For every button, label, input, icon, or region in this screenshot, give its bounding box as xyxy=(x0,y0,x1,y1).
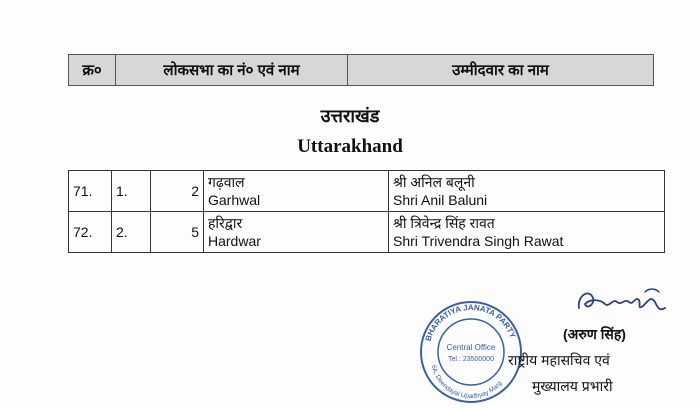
signatory-name: (अरुण सिंह) xyxy=(563,326,626,342)
row-serial: 72. xyxy=(69,212,112,253)
header-candidate: उम्मीदवार का नाम xyxy=(452,62,549,79)
seal-line2: Tel.: 23500000 xyxy=(448,356,494,363)
candidate-english: Shri Trivendra Singh Rawat xyxy=(393,233,564,249)
constituency-english: Hardwar xyxy=(208,233,261,249)
row-pc-number: 2 xyxy=(151,171,204,212)
candidate-table xyxy=(68,170,665,253)
row-candidate xyxy=(389,171,665,212)
table-header xyxy=(68,54,654,86)
constituency-hindi: गढ़वाल xyxy=(208,174,245,190)
seal-line1: Central Office xyxy=(446,343,496,352)
state-title-english: Uttarakhand xyxy=(297,136,403,157)
seal-outer-text: BHARATIYA JANATA PARTY xyxy=(423,302,518,343)
handwritten-signature xyxy=(575,282,670,322)
table-row xyxy=(69,171,665,212)
row-serial: 71. xyxy=(69,171,112,212)
candidate-hindi: श्री अनिल बलूनी xyxy=(393,174,475,190)
row-seq: 1. xyxy=(112,171,151,212)
row-candidate xyxy=(389,212,665,253)
table-row xyxy=(69,212,665,253)
signatory-designation-line2: मुख्यालय प्रभारी xyxy=(532,378,613,394)
seal-lower-text: 6A, Deendayal Upadhyay Marg xyxy=(429,364,504,401)
candidate-english: Shri Anil Baluni xyxy=(393,192,488,208)
row-pc-number: 5 xyxy=(151,212,204,253)
row-constituency xyxy=(204,212,389,253)
candidate-hindi: श्री त्रिवेन्द्र सिंह रावत xyxy=(393,215,495,231)
state-title-hindi: उत्तराखंड xyxy=(320,106,380,126)
header-serial: क्र० xyxy=(69,55,116,85)
row-seq: 2. xyxy=(112,212,151,253)
constituency-hindi: हरिद्वार xyxy=(208,215,243,231)
signatory-designation-line1: राष्ट्रीय महासचिव एवं xyxy=(508,352,610,368)
svg-text:6A, Deendayal Upadhyay Marg xyxy=(430,364,504,400)
svg-text:BHARATIYA JANATA PARTY xyxy=(424,303,518,342)
header-constituency: लोकसभा का नं० एवं नाम xyxy=(116,55,348,85)
row-constituency xyxy=(204,171,389,212)
constituency-english: Garhwal xyxy=(208,192,261,208)
